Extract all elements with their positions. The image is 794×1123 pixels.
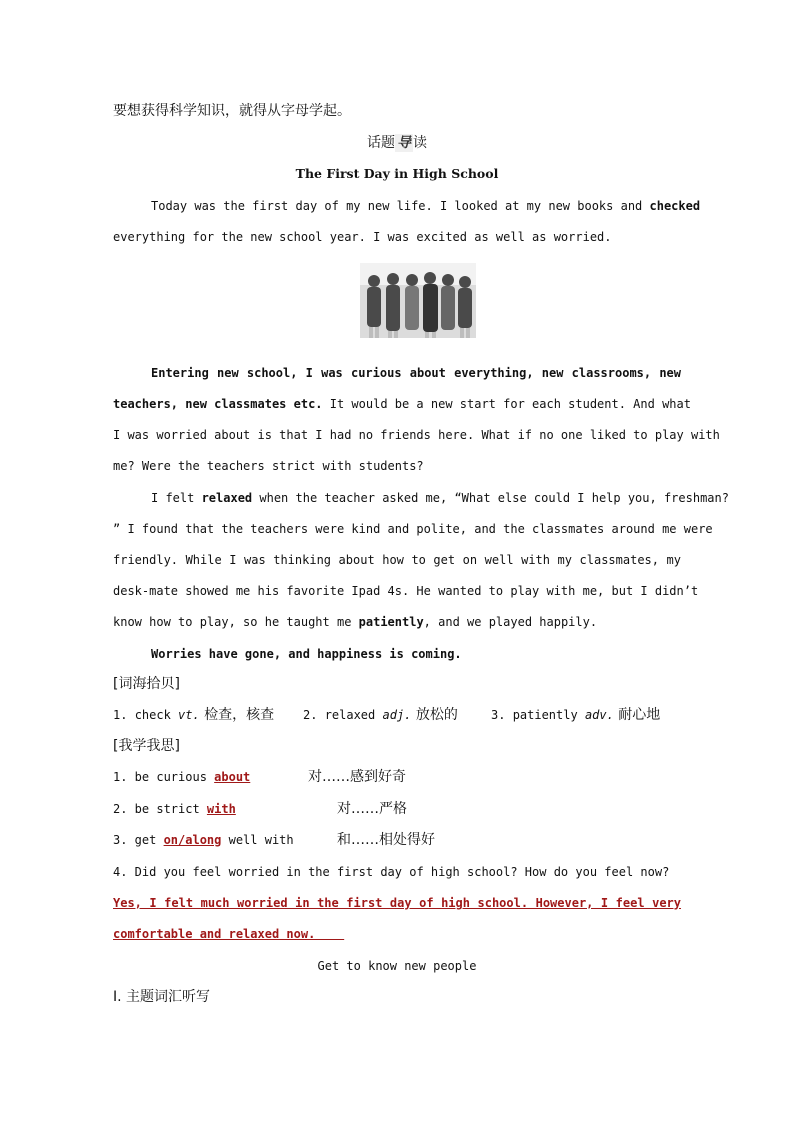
para2-line1: Entering new school, I was curious about everything, new classrooms, new [151, 366, 681, 380]
para3-line4: desk-mate showed me his favorite Ipad 4s. He wanted to play with me, but I didn’t [113, 584, 699, 598]
reflect-prefix: 1. be curious [113, 770, 215, 784]
para2-bold-text: teachers, new classmates etc. [113, 397, 323, 411]
reflect-answer: about [214, 770, 251, 784]
reflect-answer: on/along [163, 833, 222, 847]
article-title: The First Day in High School [295, 166, 499, 181]
para3-line2: ” I found that the teachers were kind and polite, and the classmates around me were [113, 522, 713, 536]
para3-line1 [151, 489, 729, 507]
reflect-suffix: well with [221, 833, 294, 847]
reflect-item-1 [113, 768, 250, 786]
para2-line4: me? Were the teachers strict with students? [113, 459, 424, 473]
vocab-meaning: 耐心地 [613, 707, 661, 723]
reflect-meaning-2: 对……严格 [337, 801, 407, 817]
reflect-meaning-1: 对……感到好奇 [308, 769, 406, 785]
para2-line3: I was worried about is that I had no friends here. What if no one liked to play with [113, 428, 720, 442]
para3-bold-patiently: patiently [358, 615, 424, 629]
vocab-word: patiently [512, 708, 585, 722]
answer-4-line2: comfortable and relaxed now. [113, 927, 345, 941]
section-heading-pre: 话题 [367, 135, 395, 151]
vocab-num: 1. [113, 708, 135, 722]
reflect-item-2 [113, 800, 236, 818]
reflect-prefix: 3. get [113, 833, 164, 847]
vocab-num: 3. [491, 708, 513, 722]
reflect-prefix: 2. be strict [113, 802, 207, 816]
section-heading-mid: 导 [397, 135, 411, 151]
para3-text-5a: know how to play, so he taught me [113, 615, 359, 629]
vocab-meaning: 检查，核查 [199, 707, 275, 723]
vocab-num: 2. [303, 708, 325, 722]
para3-bold-relaxed: relaxed [201, 491, 253, 505]
para1-line2: everything for the new school year. I was excited as well as worried. [113, 230, 612, 244]
reflect-answer: with [206, 802, 236, 816]
vocab-item [303, 706, 491, 724]
para4-line: Worries have gone, and happiness is coming. [151, 647, 462, 661]
para3-text-a: I felt [151, 491, 202, 505]
reflect-item-3 [113, 831, 294, 849]
vocab-pos: adv. [584, 708, 614, 722]
para2-line2 [113, 395, 691, 413]
reflect-meaning-3: 和……相处得好 [337, 832, 435, 848]
vocab-list [113, 706, 660, 724]
vocab-pos: adj. [382, 708, 412, 722]
vocab-item [113, 706, 303, 724]
para1-line1 [151, 197, 701, 215]
para3-text-5c: , and we played happily. [423, 615, 598, 629]
section-heading-post: 读 [413, 135, 427, 151]
vocab-item [491, 708, 660, 722]
para3-line5 [113, 613, 597, 631]
answer-4-line1: Yes, I felt much worried in the first day of high school. However, I feel very [113, 896, 681, 910]
section-title: Get to know new people [317, 959, 477, 973]
reflect-heading: [我学我思] [113, 738, 180, 754]
question-text: Did you feel worried in the first day of high school? How do you feel now? [127, 865, 670, 879]
section-heading [0, 134, 794, 152]
para3-line3: friendly. While I was thinking about how to get on well with my classmates, my [113, 553, 681, 567]
vocab-word: check [134, 708, 179, 722]
students-photo [360, 263, 476, 338]
vocab-meaning: 放松的 [411, 707, 458, 723]
para2-text-b: It would be a new start for each student. And what [322, 397, 691, 411]
vocab-word: relaxed [324, 708, 383, 722]
question-number: 4. [113, 865, 128, 879]
vocab-heading: [词海拾贝] [113, 676, 180, 692]
vocab-pos: vt. [178, 708, 200, 722]
part-heading: Ⅰ. 主题词汇听写 [113, 989, 211, 1005]
para3-text-c: when the teacher asked me, “What else could I help you, freshman? [252, 491, 729, 505]
para1-bold-checked: checked [649, 199, 701, 213]
reflect-question-4 [113, 863, 669, 881]
para1-text-a: Today was the first day of my new life. I looked at my new books and [151, 199, 650, 213]
intro-line: 要想获得科学知识，就得从字母学起。 [113, 103, 351, 119]
